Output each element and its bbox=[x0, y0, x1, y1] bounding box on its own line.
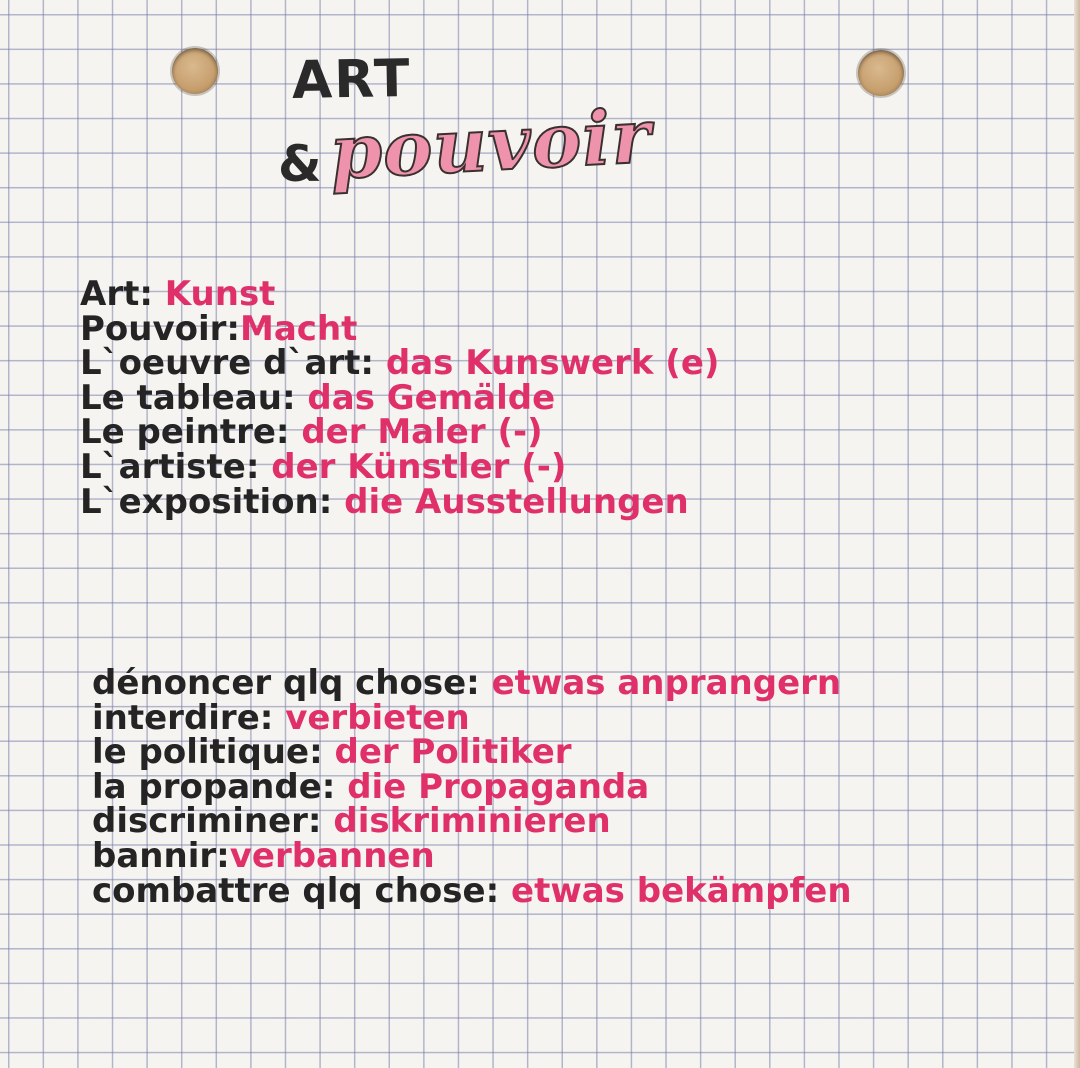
vocab-row bbox=[92, 801, 852, 842]
vocab-row bbox=[80, 446, 719, 487]
german-translation: das Gemälde bbox=[307, 377, 556, 418]
vocab-row bbox=[92, 870, 852, 911]
german-translation: diskriminieren bbox=[333, 801, 611, 842]
vocab-row bbox=[80, 274, 719, 314]
french-term: L`artiste: bbox=[80, 446, 272, 487]
vocab-list-power bbox=[92, 663, 852, 911]
french-term: dénoncer qlq chose: bbox=[92, 663, 492, 703]
french-term: L`oeuvre d`art: bbox=[80, 343, 386, 384]
french-term: la propande: bbox=[92, 766, 348, 807]
vocab-row bbox=[92, 766, 852, 807]
french-term: bannir: bbox=[92, 835, 230, 876]
vocab-row bbox=[92, 697, 852, 738]
french-term: le politique: bbox=[92, 732, 335, 773]
vocab-row bbox=[92, 732, 852, 773]
german-translation: verbieten bbox=[285, 697, 470, 738]
german-translation: der Politiker bbox=[334, 732, 572, 773]
french-term: Le peintre: bbox=[80, 412, 302, 453]
french-term: combattre qlq chose: bbox=[92, 870, 512, 911]
punch-hole-left bbox=[172, 48, 218, 94]
german-translation: die Propaganda bbox=[347, 766, 650, 807]
german-translation: verbannen bbox=[229, 835, 435, 876]
german-translation: das Kunswerk (e) bbox=[385, 343, 720, 384]
vocab-row bbox=[80, 412, 719, 453]
vocab-row bbox=[92, 663, 852, 703]
french-term: discriminer: bbox=[92, 801, 334, 842]
vocab-list-art bbox=[80, 274, 720, 522]
german-translation: die Ausstellungen bbox=[344, 481, 689, 522]
french-term: Pouvoir: bbox=[80, 308, 241, 349]
french-term: interdire: bbox=[92, 697, 286, 738]
title-ampersand: & bbox=[278, 135, 322, 193]
german-translation: der Maler (-) bbox=[301, 412, 543, 453]
vocab-row bbox=[80, 481, 719, 522]
french-term: Le tableau: bbox=[80, 377, 308, 418]
german-translation: Macht bbox=[240, 308, 358, 349]
vocab-row bbox=[80, 377, 719, 418]
title-pouvoir-lettering: pouvoir bbox=[327, 93, 654, 197]
french-term: Art: bbox=[80, 274, 165, 314]
vocab-row bbox=[80, 343, 720, 384]
german-translation: etwas bekämpfen bbox=[511, 870, 852, 911]
german-translation: Kunst bbox=[164, 274, 276, 314]
punch-hole-right bbox=[858, 50, 904, 96]
title-art: ART bbox=[291, 48, 412, 112]
german-translation: etwas anprangern bbox=[491, 663, 842, 703]
french-term: L`exposition: bbox=[80, 481, 345, 522]
vocab-row bbox=[92, 835, 852, 876]
german-translation: der Künstler (-) bbox=[271, 446, 567, 487]
page-edge bbox=[1074, 0, 1080, 1068]
vocab-row bbox=[80, 308, 719, 349]
